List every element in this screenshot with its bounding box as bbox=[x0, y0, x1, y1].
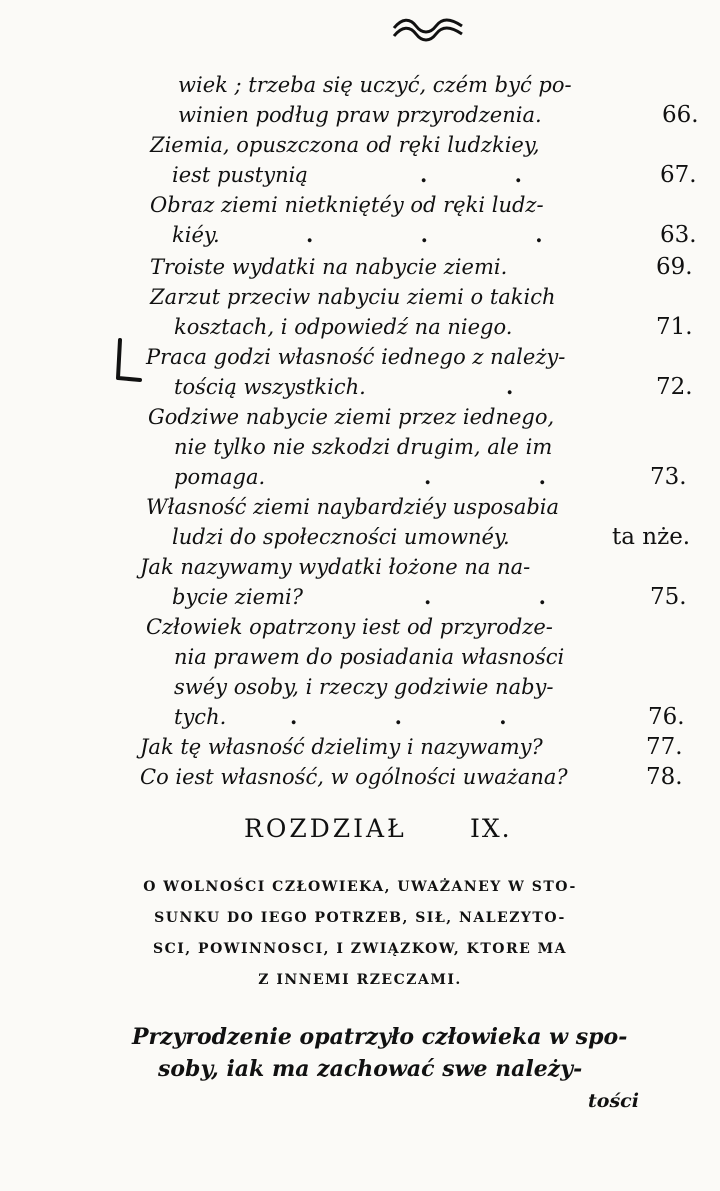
toc-line bbox=[0, 552, 720, 582]
toc-line-text: ludzi do społeczności umownéy. bbox=[172, 525, 510, 549]
toc-leader-dots: . bbox=[506, 374, 514, 399]
body-paragraph-line bbox=[0, 1020, 720, 1054]
toc-line bbox=[0, 432, 720, 462]
toc-line-text: kosztach, i odpowiedź na niego. bbox=[174, 315, 513, 339]
toc-line bbox=[0, 342, 720, 372]
toc-leader-dots: . . bbox=[420, 162, 522, 187]
toc-page-number: 72. bbox=[656, 374, 693, 400]
toc-line bbox=[0, 402, 720, 432]
toc-page-number: 78. bbox=[646, 764, 683, 790]
toc-line bbox=[0, 100, 720, 130]
body-text: soby, iak ma zachować swe należy- bbox=[158, 1056, 583, 1082]
toc-leader-dots: . . . bbox=[306, 222, 543, 247]
toc-line bbox=[0, 612, 720, 642]
toc-line bbox=[0, 672, 720, 702]
toc-line-text: Co iest własność, w ogólności uważana? bbox=[140, 765, 568, 789]
chapter-heading: ROZDZIAŁ bbox=[244, 814, 407, 843]
toc-line-text: Jak tę własność dzielimy i nazywamy? bbox=[140, 735, 543, 759]
toc-page-number: 73. bbox=[650, 464, 687, 490]
toc-line-text: Troiste wydatki na nabycie ziemi. bbox=[150, 255, 508, 279]
toc-page-number: 66. bbox=[662, 102, 699, 128]
toc-line bbox=[0, 252, 720, 282]
toc-line bbox=[0, 130, 720, 160]
toc-line bbox=[0, 70, 720, 100]
chapter-subtitle-line: O WOLNOŚCI CZŁOWIEKA, UWAŻANEY W STO- bbox=[143, 879, 577, 895]
chapter-subtitle-line: SCI, POWINNOSCI, I ZWIĄZKOW, KTORE MA bbox=[153, 941, 567, 957]
toc-line-text: winien podług praw przyrodzenia. bbox=[178, 103, 542, 127]
margin-bracket-mark bbox=[114, 338, 144, 384]
toc-line-text: Zarzut przeciw nabyciu ziemi o takich bbox=[150, 285, 556, 309]
toc-page-number: 67. bbox=[660, 162, 697, 188]
toc-line-text: Własność ziemi naybardziéy usposabia bbox=[146, 495, 560, 519]
toc-leader-dots: . . . bbox=[290, 704, 507, 729]
toc-line bbox=[0, 492, 720, 522]
toc-line bbox=[0, 312, 720, 342]
toc-line-text: iest pustynią bbox=[172, 163, 308, 187]
toc-line-text: Praca godzi własność iednego z należy- bbox=[146, 345, 566, 369]
chapter-subtitle-line: SUNKU DO IEGO POTRZEB, SIŁ, NALEZYTO- bbox=[154, 910, 566, 926]
toc-line-text: Godziwe nabycie ziemi przez iednego, bbox=[148, 405, 555, 429]
ornament-flourish-icon bbox=[390, 12, 466, 44]
toc-page-number: 75. bbox=[650, 584, 687, 610]
body-paragraph-line bbox=[0, 1084, 720, 1118]
toc-line bbox=[0, 190, 720, 220]
toc-line-text: Ziemia, opuszczona od ręki ludzkiey, bbox=[150, 133, 540, 157]
toc-page-number: 63. bbox=[660, 222, 697, 248]
body-text: Przyrodzenie opatrzyło człowieka w spo- bbox=[132, 1024, 628, 1050]
body-paragraph-line bbox=[0, 1052, 720, 1086]
toc-line bbox=[0, 732, 720, 762]
toc-page-number: 69. bbox=[656, 254, 693, 280]
toc-line bbox=[0, 642, 720, 672]
toc-line bbox=[0, 160, 720, 190]
toc-line bbox=[0, 762, 720, 792]
toc-line bbox=[0, 522, 720, 552]
toc-line-text: tych. bbox=[174, 705, 227, 729]
toc-line-text: Jak nazywamy wydatki łożone na na- bbox=[140, 555, 531, 579]
toc-line-text: nie tylko nie szkodzi drugim, ale im bbox=[174, 435, 553, 459]
toc-page-number: 71. bbox=[656, 314, 693, 340]
toc-leader-dots: . . bbox=[424, 464, 546, 489]
toc-line bbox=[0, 282, 720, 312]
toc-page-number: 76. bbox=[648, 704, 685, 730]
toc-line-text: nia prawem do posiadania własności bbox=[174, 645, 565, 669]
toc-line-text: kiéy. bbox=[172, 223, 220, 247]
toc-line-text: bycie ziemi? bbox=[172, 585, 303, 609]
toc-leader-dots: . . bbox=[424, 584, 546, 609]
toc-page-number: 77. bbox=[646, 734, 683, 760]
catchword: tości bbox=[588, 1090, 639, 1112]
toc-line-text: Człowiek opatrzony iest od przyrodze- bbox=[146, 615, 553, 639]
chapter-number: IX. bbox=[470, 814, 512, 843]
chapter-subtitle-line: Z INNEMI RZECZAMI. bbox=[258, 972, 462, 988]
toc-line-text: Obraz ziemi nietkniętéy od ręki ludz- bbox=[150, 193, 544, 217]
toc-line bbox=[0, 582, 720, 612]
toc-line bbox=[0, 462, 720, 492]
toc-line-text: wiek ; trzeba się uczyć, czém być po- bbox=[178, 73, 572, 97]
toc-line-text: swéy osoby, i rzeczy godziwie naby- bbox=[174, 675, 554, 699]
toc-page-number: ta nże. bbox=[612, 524, 691, 550]
toc-line-text: pomaga. bbox=[174, 465, 266, 489]
toc-line bbox=[0, 702, 720, 732]
toc-line-text: tością wszystkich. bbox=[174, 375, 366, 399]
toc-line bbox=[0, 372, 720, 402]
toc-line bbox=[0, 220, 720, 250]
